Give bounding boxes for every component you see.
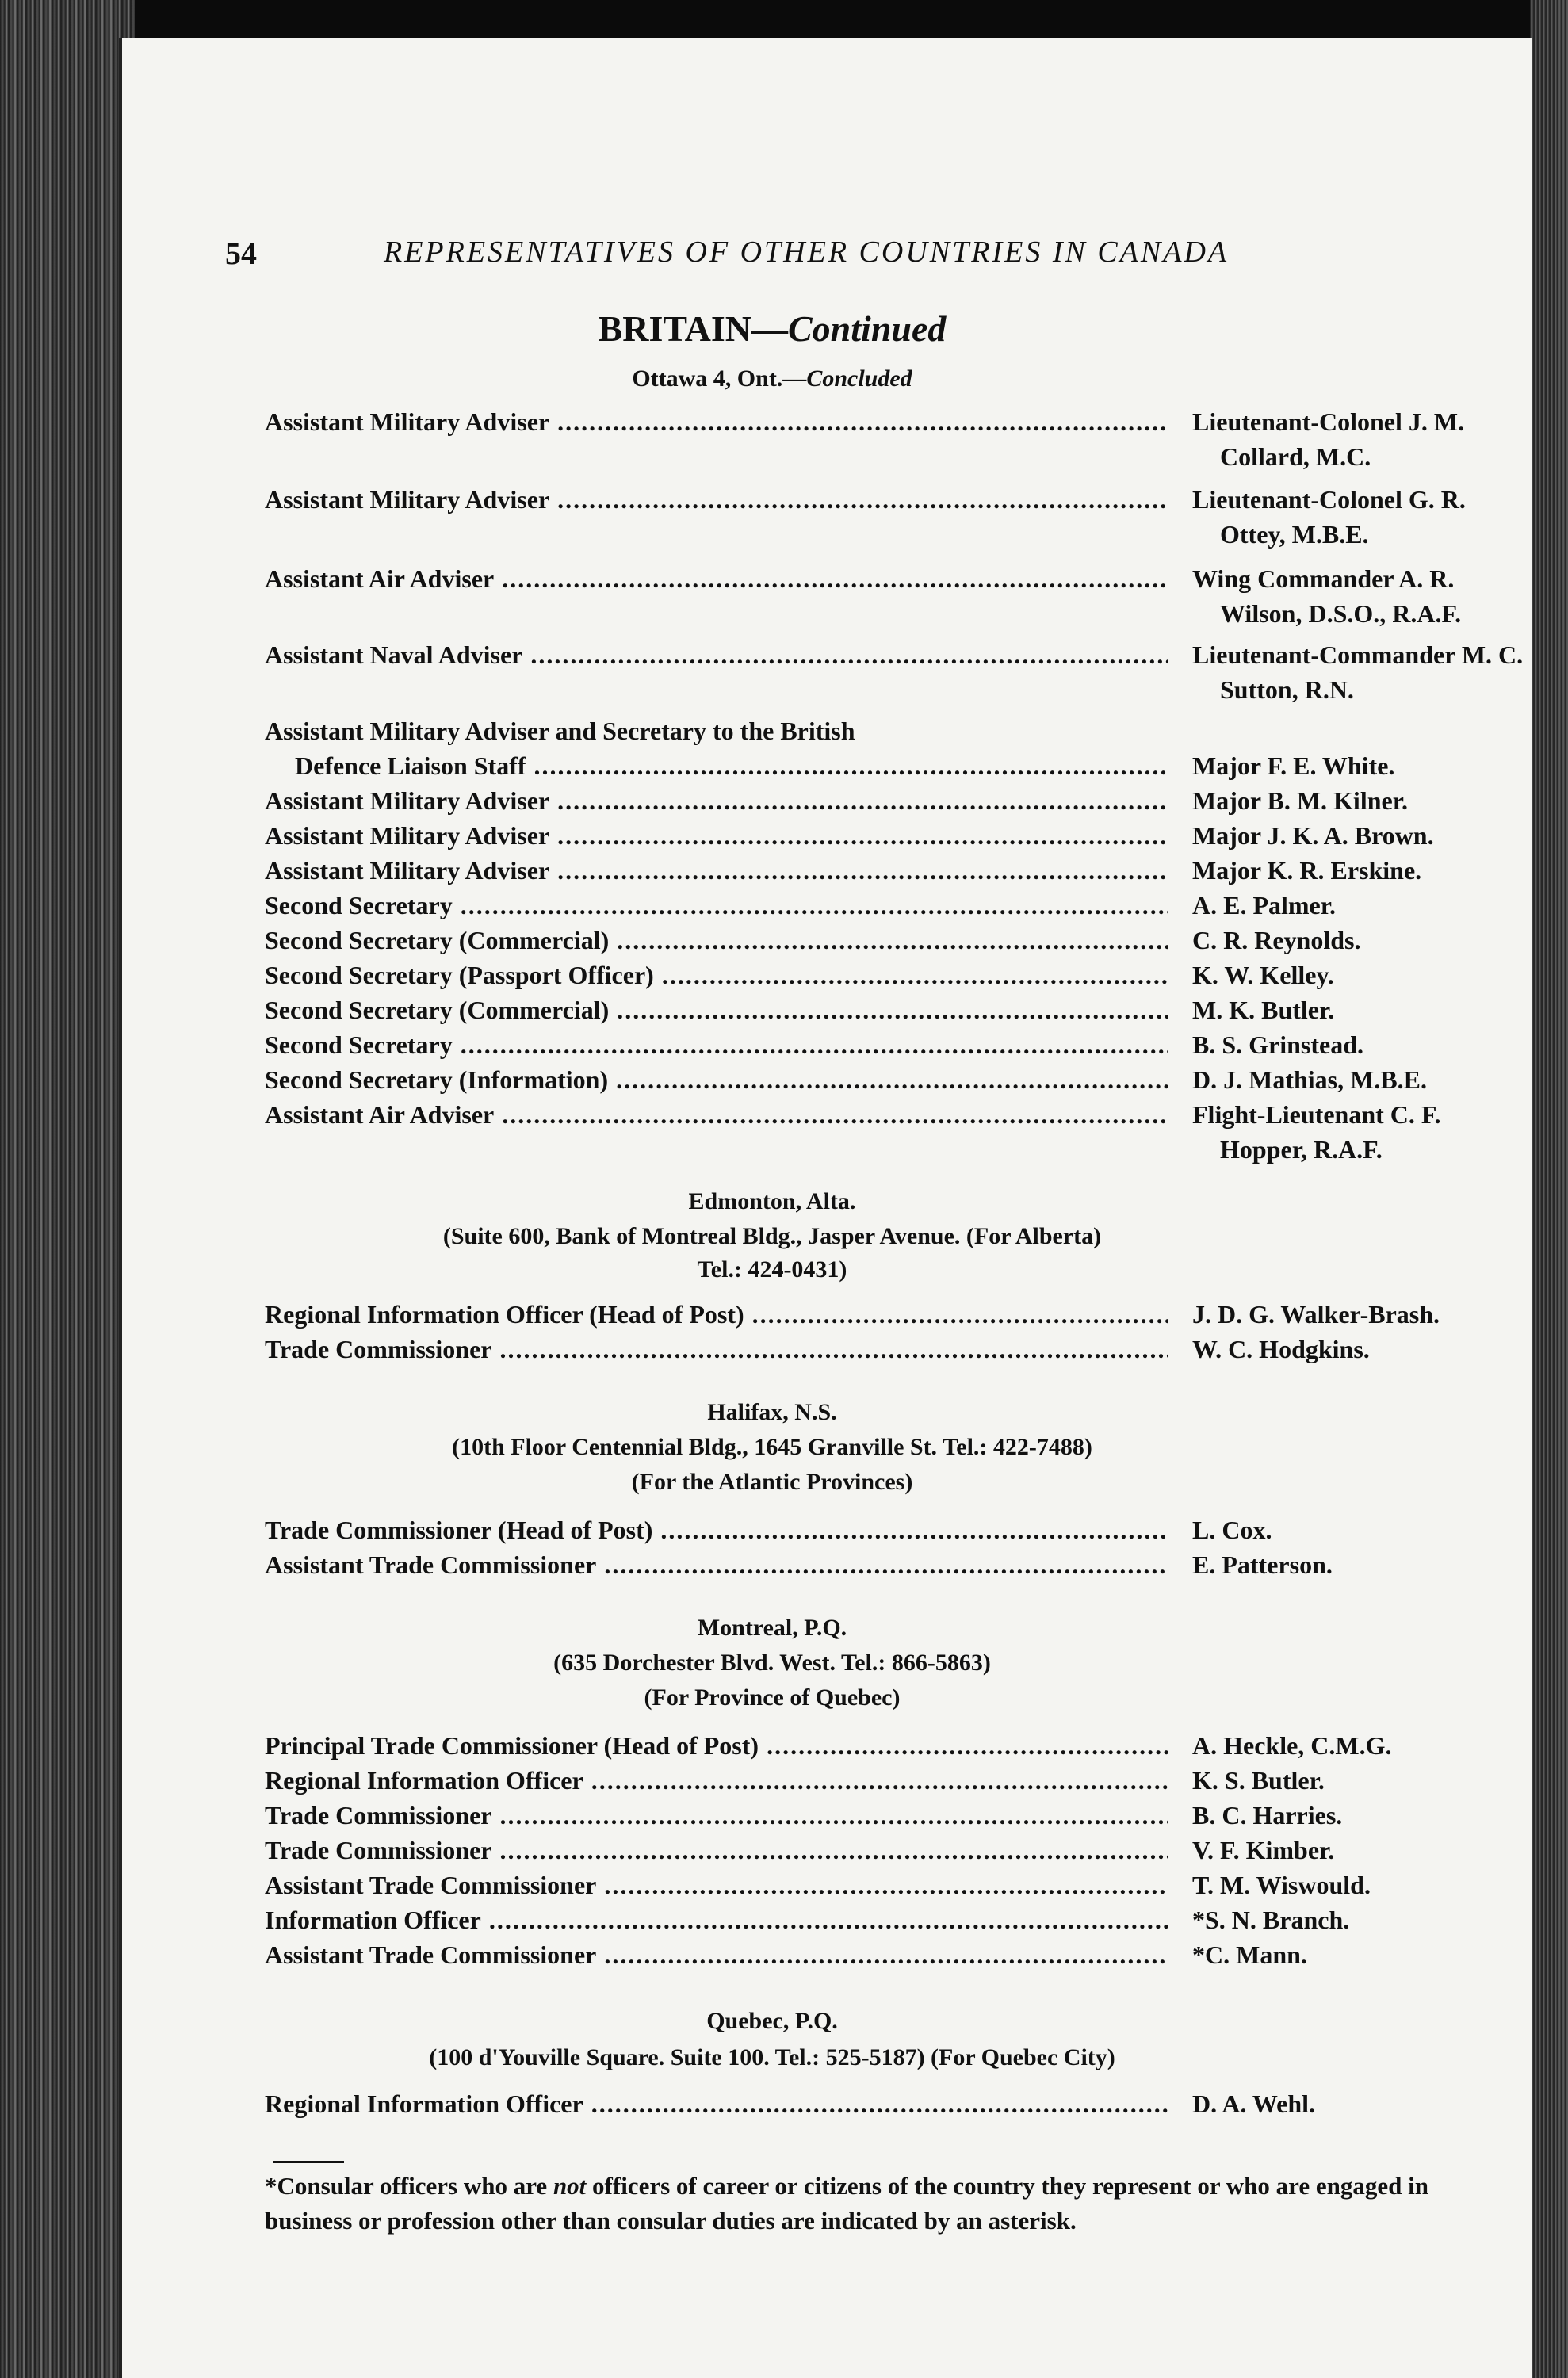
ottawa-heading-text: Ottawa 4, Ont.— bbox=[632, 365, 807, 392]
entry-title: Second Secretary ..... bbox=[265, 888, 1168, 923]
entry-name: Major F. E. White. bbox=[1192, 751, 1395, 780]
entry-title: Assistant Naval Adviser ..... bbox=[265, 637, 1168, 672]
entry-title: Regional Information Officer ..... bbox=[265, 2086, 1168, 2121]
directory-entry bbox=[265, 992, 1501, 1027]
ottawa-heading bbox=[122, 361, 1422, 396]
directory-entry bbox=[265, 1763, 1501, 1798]
entry-title: Assistant Military Adviser ..... bbox=[265, 783, 1168, 818]
directory-entry bbox=[265, 1027, 1501, 1062]
scan-right-edge bbox=[1530, 0, 1568, 2378]
entry-title: Second Secretary (Information) ..... bbox=[265, 1062, 1168, 1097]
edmonton-heading: Edmonton, Alta. bbox=[688, 1188, 856, 1214]
montreal-address: (635 Dorchester Blvd. West. Tel.: 866-5863) bbox=[553, 1650, 991, 1676]
entry-name: Major K. R. Erskine. bbox=[1192, 856, 1422, 885]
entry-name: T. M. Wiswould. bbox=[1192, 1871, 1371, 1899]
directory-entry bbox=[265, 818, 1501, 853]
entry-name: Major J. K. A. Brown. bbox=[1192, 821, 1434, 850]
section-continued: Continued bbox=[788, 308, 947, 349]
directory-entry bbox=[265, 1512, 1501, 1547]
directory-entry bbox=[265, 1798, 1501, 1833]
edmonton-address: (Suite 600, Bank of Montreal Bldg., Jasper Avenue. (For Alberta) bbox=[442, 1223, 1102, 1249]
entry-name: M. K. Butler. bbox=[1192, 996, 1335, 1024]
directory-entry bbox=[265, 1833, 1501, 1868]
montreal-region: (For Province of Quebec) bbox=[644, 1684, 901, 1711]
halifax-region: (For the Atlantic Provinces) bbox=[631, 1469, 913, 1495]
entry-title: Assistant Military Adviser ..... bbox=[265, 818, 1168, 853]
directory-entry bbox=[265, 1902, 1501, 1937]
entry-title: Regional Information Officer ..... bbox=[265, 1763, 1168, 1798]
directory-entry bbox=[295, 748, 1501, 783]
directory-entry bbox=[265, 888, 1501, 923]
entry-title: Second Secretary (Commercial) ..... bbox=[265, 992, 1168, 1027]
entry-title: Assistant Military Adviser ..... bbox=[265, 853, 1168, 888]
directory-entry bbox=[265, 2086, 1501, 2121]
footnote-text-cont: officers of career or citizens of the country they represent or who are engaged in business or profession other than consular duties are indicated by an asterisk. bbox=[265, 2172, 1428, 2235]
entry-name-cont: Collard, M.C. bbox=[1220, 442, 1371, 471]
entry-name: Flight-Lieutenant C. F. bbox=[1192, 1100, 1441, 1129]
entry-name: B. S. Grinstead. bbox=[1192, 1030, 1364, 1059]
entry-name: E. Patterson. bbox=[1192, 1550, 1333, 1579]
entry-name: C. R. Reynolds. bbox=[1192, 926, 1361, 954]
entry-title: Assistant Air Adviser ..... bbox=[265, 561, 1168, 596]
directory-entry bbox=[265, 1062, 1501, 1097]
entry-title: Second Secretary (Commercial) ..... bbox=[265, 923, 1168, 958]
footnote-emphasis: not bbox=[553, 2172, 587, 2200]
entry-name: D. A. Wehl. bbox=[1192, 2089, 1315, 2118]
directory-entry bbox=[265, 404, 1501, 471]
entry-title: Assistant Military Adviser ..... bbox=[265, 482, 1168, 517]
entry-name-cont: Ottey, M.B.E. bbox=[1220, 520, 1369, 549]
entry-title: Second Secretary ..... bbox=[265, 1027, 1168, 1062]
entry-title: Assistant Trade Commissioner ..... bbox=[265, 1547, 1168, 1582]
entry-title: Trade Commissioner ..... bbox=[265, 1798, 1168, 1833]
directory-entry bbox=[265, 1547, 1501, 1582]
entry-title: Trade Commissioner ..... bbox=[265, 1332, 1168, 1367]
entry-name: D. J. Mathias, M.B.E. bbox=[1192, 1065, 1427, 1094]
directory-entry bbox=[265, 923, 1501, 958]
entry-title: Assistant Military Adviser ..... bbox=[265, 404, 1168, 439]
directory-entry bbox=[265, 637, 1524, 704]
directory-entry bbox=[265, 958, 1501, 992]
entry-title: Assistant Air Adviser ..... bbox=[265, 1097, 1168, 1132]
directory-entry bbox=[265, 713, 1501, 748]
directory-entry bbox=[265, 783, 1501, 818]
directory-entry bbox=[265, 1728, 1501, 1763]
directory-entry bbox=[265, 853, 1501, 888]
entry-name: W. C. Hodgkins. bbox=[1192, 1335, 1370, 1363]
entry-title: Assistant Trade Commissioner ..... bbox=[265, 1937, 1168, 1972]
entry-name: J. D. G. Walker-Brash. bbox=[1192, 1300, 1440, 1329]
directory-entry bbox=[265, 1332, 1501, 1367]
directory-entry bbox=[265, 482, 1501, 549]
running-head bbox=[225, 235, 1389, 282]
entry-name: K. W. Kelley. bbox=[1192, 961, 1334, 989]
edmonton-tel: Tel.: 424-0431) bbox=[697, 1256, 847, 1283]
directory-entry bbox=[265, 561, 1501, 628]
entry-name-cont: Sutton, R.N. bbox=[1220, 675, 1354, 704]
quebec-address: (100 d'Youville Square. Suite 100. Tel.: 525-5187) (For Quebec City) bbox=[429, 2044, 1115, 2070]
directory-entry bbox=[265, 1937, 1501, 1972]
directory-entry bbox=[265, 1297, 1501, 1332]
entry-title: Trade Commissioner ..... bbox=[265, 1833, 1168, 1868]
page-number: 54 bbox=[225, 235, 257, 271]
entry-name: Lieutenant-Colonel G. R. bbox=[1192, 485, 1466, 514]
entry-name: K. S. Butler. bbox=[1192, 1766, 1325, 1795]
book-spine-edge bbox=[0, 0, 135, 2378]
entry-title: Assistant Trade Commissioner ..... bbox=[265, 1868, 1168, 1902]
entry-name: A. E. Palmer. bbox=[1192, 891, 1337, 919]
entry-name: Wing Commander A. R. bbox=[1192, 564, 1455, 593]
entry-title: Regional Information Officer (Head of Post) ..... bbox=[265, 1297, 1168, 1332]
entry-name: L. Cox. bbox=[1192, 1516, 1272, 1544]
halifax-heading: Halifax, N.S. bbox=[707, 1399, 837, 1425]
entry-name-cont: Wilson, D.S.O., R.A.F. bbox=[1220, 599, 1462, 628]
entry-name: Major B. M. Kilner. bbox=[1192, 786, 1408, 815]
entry-title: Trade Commissioner (Head of Post) ..... bbox=[265, 1512, 1168, 1547]
entry-title: Assistant Military Adviser and Secretary to the British bbox=[265, 717, 855, 745]
entry-title: Information Officer ..... bbox=[265, 1902, 1168, 1937]
ottawa-heading-italic: Concluded bbox=[806, 365, 912, 392]
entry-name: Lieutenant-Colonel J. M. bbox=[1192, 407, 1465, 436]
footnote-rule bbox=[273, 2161, 344, 2163]
halifax-address: (10th Floor Centennial Bldg., 1645 Granville St. Tel.: 422-7488) bbox=[452, 1434, 1092, 1460]
entry-name: A. Heckle, C.M.G. bbox=[1192, 1731, 1392, 1760]
montreal-heading: Montreal, P.Q. bbox=[697, 1615, 847, 1641]
directory-entry bbox=[265, 1868, 1501, 1902]
entry-name: Lieutenant-Commander M. C. bbox=[1192, 640, 1524, 669]
entry-name: B. C. Harries. bbox=[1192, 1801, 1343, 1829]
directory-entry bbox=[265, 1097, 1501, 1164]
section-name: BRITAIN— bbox=[598, 308, 788, 349]
entry-title: Principal Trade Commissioner (Head of Post) ..... bbox=[265, 1728, 1168, 1763]
footnote-text: *Consular officers who are bbox=[265, 2172, 553, 2200]
entry-name: *S. N. Branch. bbox=[1192, 1906, 1350, 1934]
entry-title: Defence Liaison Staff ..... bbox=[295, 748, 1168, 783]
footnote bbox=[265, 2169, 1509, 2238]
running-title: REPRESENTATIVES OF OTHER COUNTRIES IN CANADA bbox=[384, 235, 1230, 269]
entry-name-cont: Hopper, R.A.F. bbox=[1220, 1135, 1383, 1164]
entry-name: *C. Mann. bbox=[1192, 1940, 1307, 1969]
section-title bbox=[122, 308, 1422, 350]
entry-name: V. F. Kimber. bbox=[1192, 1836, 1335, 1864]
quebec-heading: Quebec, P.Q. bbox=[706, 2008, 838, 2034]
entry-title: Second Secretary (Passport Officer) ..... bbox=[265, 958, 1168, 992]
document-page bbox=[119, 38, 1532, 2378]
